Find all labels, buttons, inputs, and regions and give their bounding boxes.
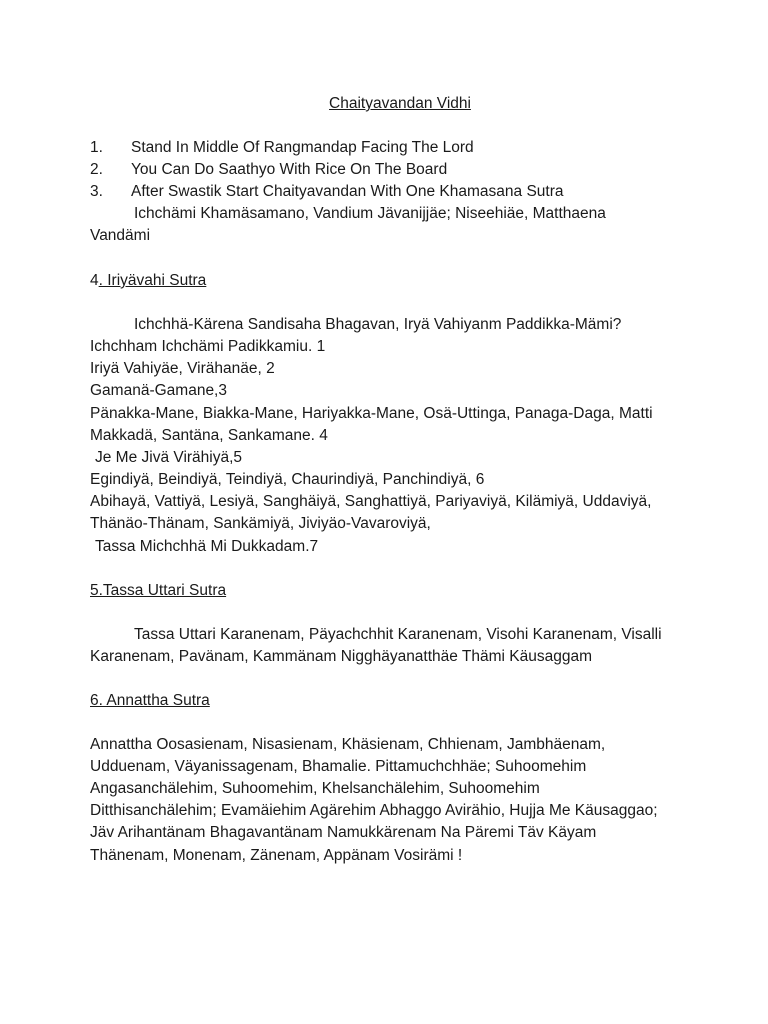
sutra-line: Abihayä, Vattiyä, Lesiyä, Sanghäiyä, Sanghattiyä, Pariyaviyä, Kilämiyä, Uddaviyä,: [90, 493, 652, 510]
sutra-line: Ditthisanchälehim; Evamäiehim Agärehim Abhaggo Avirähio, Hujja Me Käusaggao;: [90, 802, 658, 819]
sutra-line: Iriyä Vahiyäe, Virähanäe, 2: [90, 360, 275, 377]
step-text: After Swastik Start Chaityavandan With One Khamasana Sutra: [131, 183, 564, 200]
document-title: Chaityavandan Vidhi: [329, 95, 471, 112]
sutra-line: Annattha Oosasienam, Nisasienam, Khäsienam, Chhienam, Jambhäenam,: [90, 736, 606, 753]
section-heading-iriyavahi: [90, 270, 206, 292]
step-text: Stand In Middle Of Rangmandap Facing The Lord: [131, 139, 474, 156]
section-title: . Iriyävahi Sutra: [98, 272, 207, 289]
sutra-line: Ichchhä-Kärena Sandisaha Bhagavan, Iryä Vahiyanm Paddikka-Mämi?: [134, 316, 622, 333]
sutra-line: Jäv Arihantänam Bhagavantänam Namukkärenam Na Päremi Täv Käyam: [90, 824, 597, 841]
sutra-line: Egindiyä, Beindiyä, Teindiyä, Chaurindiyä, Panchindiyä, 6: [90, 471, 485, 488]
section-heading-tassa: 5.Tassa Uttari Sutra: [90, 582, 227, 599]
step-number: 2.: [90, 161, 103, 178]
section-number: 4: [90, 272, 99, 289]
section-heading-annattha: 6. Annattha Sutra: [90, 692, 210, 709]
sutra-line: Angasanchälehim, Suhoomehim, Khelsanchälehim, Suhoomehim: [90, 780, 540, 797]
sutra-line: Je Me Jivä Virähiyä,5: [95, 449, 243, 466]
sutra-line: Udduenam, Väyanissagenam, Bhamalie. Pittamuchchhäe; Suhoomehim: [90, 758, 587, 775]
step-number: 1.: [90, 139, 103, 156]
khamasana-line: Ichchämi Khamäsamano, Vandium Jävanijjäe; Niseehiäe, Matthaena: [134, 205, 606, 222]
sutra-line: Tassa Michchhä Mi Dukkadam.7: [95, 538, 319, 555]
sutra-line: Thänäo-Thänam, Sankämiyä, Jiviyäo-Vavaroviyä,: [90, 515, 431, 532]
khamasana-line: Vandämi: [90, 227, 151, 244]
sutra-line: Karanenam, Pavänam, Kammänam Nigghäyanatthäe Thämi Käusaggam: [90, 648, 593, 665]
sutra-line: Tassa Uttari Karanenam, Päyachchhit Karanenam, Visohi Karanenam, Visalli: [134, 626, 662, 643]
sutra-line: Thänenam, Monenam, Zänenam, Appänam Vosirämi !: [90, 847, 463, 864]
sutra-line: Makkadä, Santäna, Sankamane. 4: [90, 427, 328, 444]
step-number: 3.: [90, 183, 103, 200]
step-item: [90, 137, 474, 159]
step-item: [90, 181, 564, 203]
step-text: You Can Do Saathyo With Rice On The Board: [131, 161, 448, 178]
sutra-line: Gamanä-Gamane,3: [90, 382, 227, 399]
sutra-line: Pänakka-Mane, Biakka-Mane, Hariyakka-Mane, Osä-Uttinga, Panaga-Daga, Matti: [90, 405, 653, 422]
sutra-line: Ichchham Ichchämi Padikkamiu. 1: [90, 338, 326, 355]
step-item: [90, 159, 447, 181]
